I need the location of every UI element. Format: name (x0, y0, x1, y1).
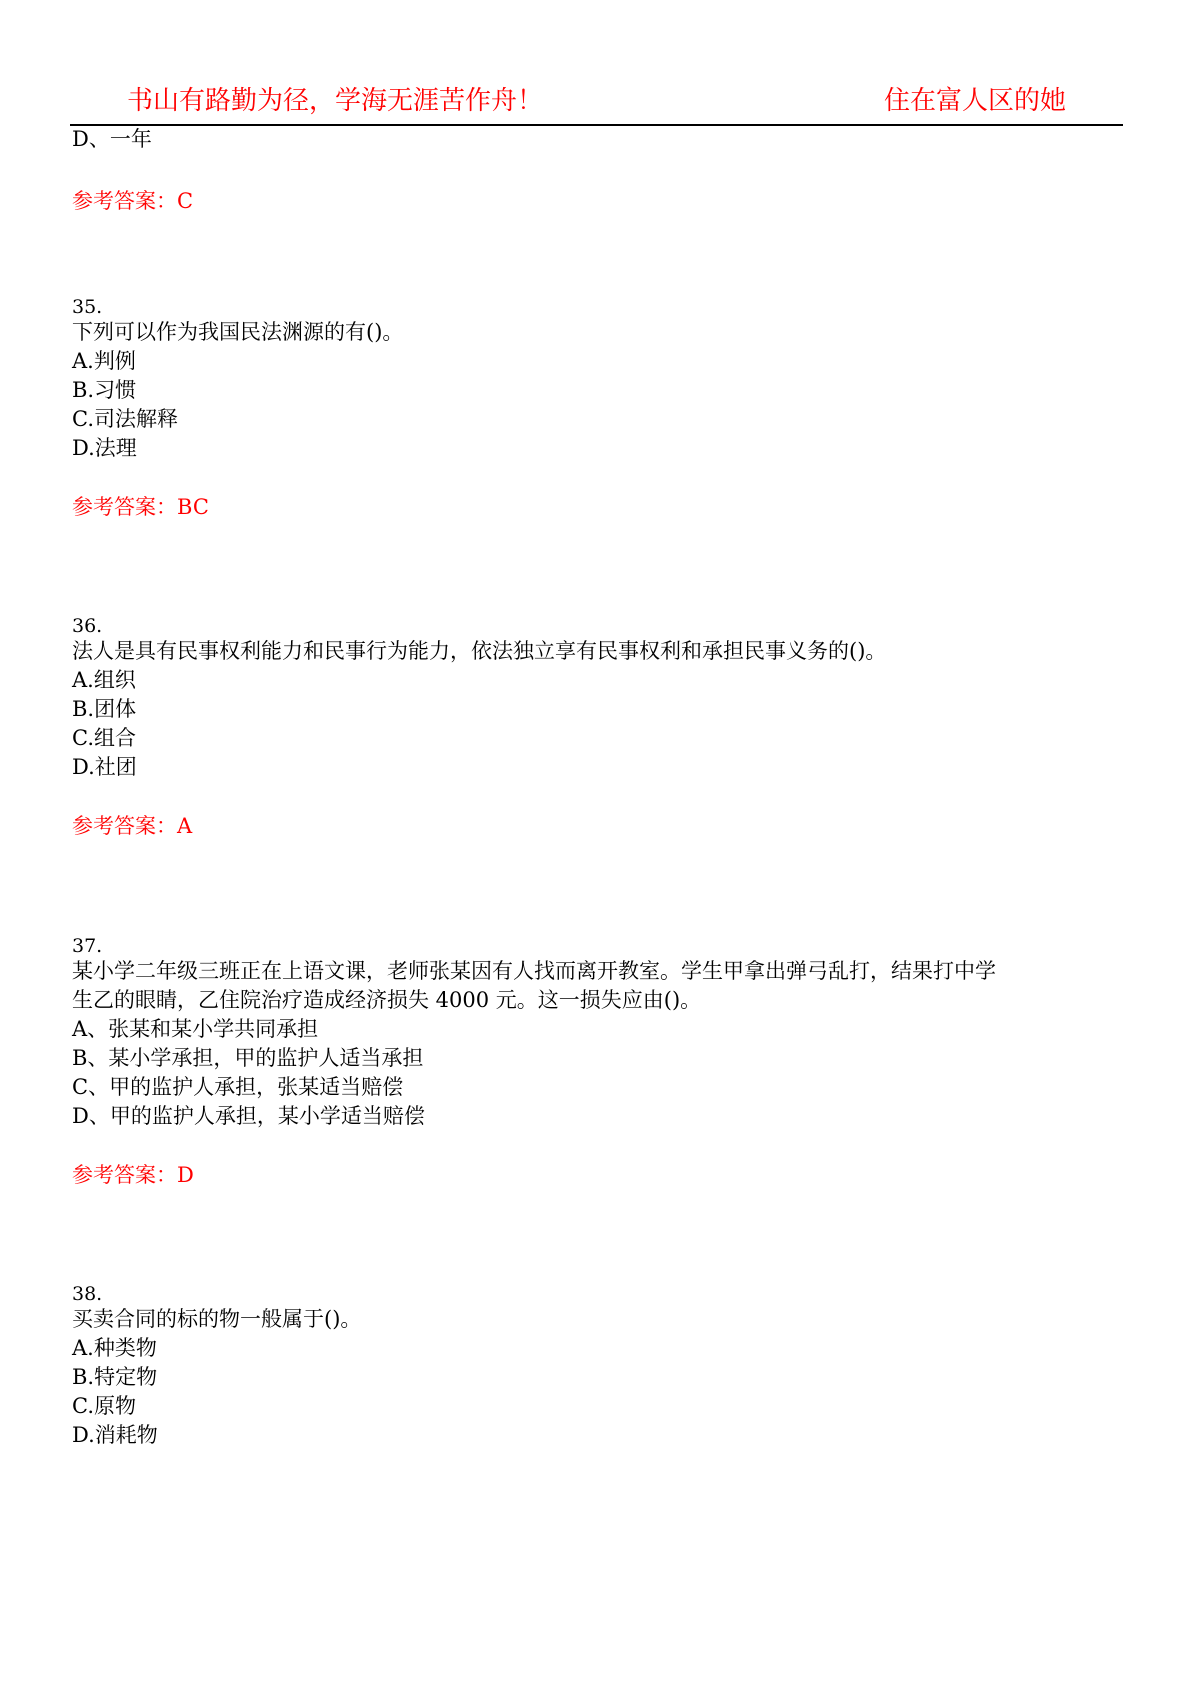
question-37-answer: 参考答案：D (72, 1163, 194, 1187)
question-36-stem: 法人是具有民事权利能力和民事行为能力，依法独立享有民事权利和承担民事义务的()。 (72, 639, 887, 663)
question-36-option-b: B.团体 (72, 697, 137, 721)
question-37-number: 37. (72, 935, 103, 957)
question-38-option-a: A.种类物 (72, 1336, 157, 1360)
question-35-option-a: A.判例 (72, 349, 136, 373)
question-36-answer: 参考答案：A (72, 814, 193, 838)
prev-question-option-d: D、一年 (72, 127, 152, 151)
question-35-option-d: D.法理 (72, 436, 137, 460)
question-37-option-a: A、张某和某小学共同承担 (72, 1017, 319, 1041)
question-36-number: 36. (72, 615, 103, 637)
question-35-option-c: C.司法解释 (72, 407, 178, 431)
question-37-option-b: B、某小学承担，甲的监护人适当承担 (72, 1046, 424, 1070)
question-37-stem-line-1: 某小学二年级三班正在上语文课，老师张某因有人找而离开教室。学生甲拿出弹弓乱打，结果打中学 (72, 959, 996, 983)
question-37-option-c: C、甲的监护人承担，张某适当赔偿 (72, 1075, 404, 1099)
question-36-option-d: D.社团 (72, 755, 137, 779)
question-36-option-c: C.组合 (72, 726, 136, 750)
question-35-number: 35. (72, 296, 103, 318)
question-35-option-b: B.习惯 (72, 378, 137, 402)
question-38-number: 38. (72, 1283, 103, 1305)
question-38-option-d: D.消耗物 (72, 1423, 158, 1447)
question-37-stem-line-2: 生乙的眼睛，乙住院治疗造成经济损失 4000 元。这一损失应由()。 (72, 988, 702, 1012)
prev-question-answer: 参考答案：C (72, 189, 194, 213)
question-36-option-a: A.组织 (72, 668, 136, 692)
question-38-option-b: B.特定物 (72, 1365, 158, 1389)
question-37-option-d: D、甲的监护人承担，某小学适当赔偿 (72, 1104, 425, 1128)
header-motto: 书山有路勤为径，学海无涯苦作舟！ (127, 86, 544, 116)
header-author: 住在富人区的她 (883, 86, 1066, 116)
question-38-option-c: C.原物 (72, 1394, 136, 1418)
question-35-stem: 下列可以作为我国民法渊源的有()。 (72, 320, 404, 344)
question-38-stem: 买卖合同的标的物一般属于()。 (72, 1307, 362, 1331)
question-35-answer: 参考答案：BC (72, 495, 209, 519)
page-header (70, 76, 1123, 126)
